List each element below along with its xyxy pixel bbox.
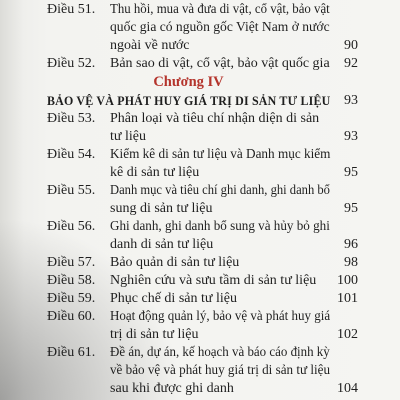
entry-title bbox=[110, 344, 330, 398]
toc-entry-dieu-54 bbox=[47, 146, 358, 182]
entry-title-line: Nghiên cứu và sưu tầm di sản tư liệu bbox=[110, 273, 317, 288]
entry-title-line: trị di sản tư liệu bbox=[110, 327, 199, 342]
toc-entry-dieu-52 bbox=[47, 55, 358, 73]
entry-title-line: về bảo vệ và phát huy giá trị di sản tư liệu bbox=[110, 363, 331, 378]
page-number: 92 bbox=[344, 56, 358, 71]
chapter-title: BẢO VỆ VÀ PHÁT HUY GIÁ TRỊ DI SẢN TƯ LIỆU bbox=[47, 94, 331, 108]
entry-title-line: quốc gia có nguồn gốc Việt Nam ở nước bbox=[110, 20, 330, 35]
toc-entry-dieu-53 bbox=[47, 110, 358, 146]
entry-title-line: Bản sao di vật, cổ vật, bảo vật quốc gia bbox=[110, 56, 330, 71]
table-of-contents bbox=[47, 1, 358, 398]
entry-title-line: sau khi được ghi danh bbox=[110, 381, 234, 396]
page-number: 90 bbox=[344, 38, 358, 53]
page-number: 98 bbox=[344, 255, 358, 270]
toc-entry-dieu-51 bbox=[47, 1, 358, 55]
entry-title bbox=[110, 272, 330, 290]
article-number: Điều 53. bbox=[47, 111, 96, 126]
page-number: 96 bbox=[344, 237, 358, 252]
toc-entry-dieu-57 bbox=[47, 254, 358, 272]
entry-title-line: Kiểm kê di sản tư liệu và Danh mục kiểm bbox=[110, 147, 331, 162]
article-number: Điều 52. bbox=[47, 56, 96, 71]
entry-title bbox=[110, 110, 330, 146]
entry-title bbox=[110, 146, 330, 182]
entry-title-line: Đề án, dự án, kế hoạch và báo cáo định kỳ bbox=[110, 345, 330, 360]
article-number: Điều 54. bbox=[47, 147, 96, 162]
entry-title bbox=[110, 218, 330, 254]
entry-title-line: Phân loại và tiêu chí nhận diện di sản bbox=[110, 111, 320, 126]
chapter-heading-row bbox=[47, 92, 358, 110]
entry-title-line: kê di sản tư liệu bbox=[110, 165, 200, 180]
page-number: 104 bbox=[337, 381, 358, 396]
article-number: Điều 59. bbox=[47, 291, 96, 306]
page-number: 93 bbox=[344, 129, 358, 144]
chapter-page-number: 93 bbox=[344, 93, 358, 108]
page-number: 102 bbox=[337, 327, 358, 342]
toc-entry-dieu-55 bbox=[47, 182, 358, 218]
entry-title-line: Hoạt động quản lý, bảo vệ và phát huy giá bbox=[110, 309, 331, 324]
entry-title bbox=[110, 308, 330, 344]
page-number: 95 bbox=[344, 201, 358, 216]
entry-title bbox=[110, 55, 330, 73]
entry-title bbox=[110, 1, 330, 55]
page-number: 101 bbox=[337, 291, 358, 306]
toc-entry-dieu-61 bbox=[47, 344, 358, 398]
article-number: Điều 51. bbox=[47, 2, 96, 17]
entry-title-line: sung di sản tư liệu bbox=[110, 201, 213, 216]
toc-entry-dieu-56 bbox=[47, 218, 358, 254]
article-number: Điều 60. bbox=[47, 309, 96, 324]
page-number: 100 bbox=[337, 273, 358, 288]
article-number: Điều 57. bbox=[47, 255, 96, 270]
entry-title bbox=[110, 254, 330, 272]
entry-title-line: Thu hồi, mua và đưa di vật, cổ vật, bảo vật bbox=[110, 2, 330, 17]
entry-title-line: Phục chế di sản tư liệu bbox=[110, 291, 237, 306]
page-number: 95 bbox=[344, 165, 358, 180]
entry-title-line: Danh mục và tiêu chí ghi danh, ghi danh bổ bbox=[110, 183, 330, 198]
article-number: Điều 56. bbox=[47, 219, 96, 234]
chapter-label-row bbox=[47, 73, 330, 92]
entry-title-line: Bảo quản di sản tư liệu bbox=[110, 255, 240, 270]
entry-title-line: ngoài về nước bbox=[110, 38, 190, 53]
article-number: Điều 61. bbox=[47, 345, 96, 360]
toc-entry-dieu-58 bbox=[47, 272, 358, 290]
article-number: Điều 58. bbox=[47, 273, 96, 288]
entry-title bbox=[110, 182, 330, 218]
entry-title-line: Ghi danh, ghi danh bổ sung và hủy bỏ ghi bbox=[110, 219, 330, 234]
toc-entry-dieu-59 bbox=[47, 290, 358, 308]
article-number: Điều 55. bbox=[47, 183, 96, 198]
entry-title bbox=[110, 290, 330, 308]
toc-entry-dieu-60 bbox=[47, 308, 358, 344]
entry-title-line: danh di sản tư liệu bbox=[110, 237, 214, 252]
chapter-label: Chương IV bbox=[153, 74, 224, 90]
entry-title-line: tư liệu bbox=[110, 129, 146, 144]
